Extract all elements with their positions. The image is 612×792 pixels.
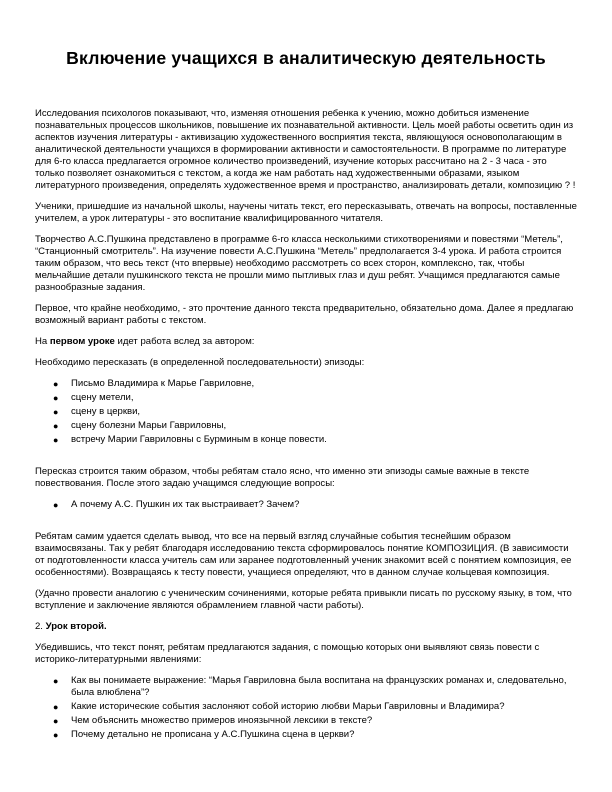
bullet-icon: ●: [53, 421, 59, 431]
list-item-text: Какие исторические события заслоняют собой историю любви Марьи Гавриловны и Владимира?: [71, 701, 505, 712]
list-item-text: сцену в церкви,: [71, 406, 141, 417]
second-lesson-number: 2.: [35, 621, 46, 632]
list-item: [53, 392, 577, 404]
list-item: [53, 406, 577, 418]
list-item-text: Почему детально не прописана у А.С.Пушкина сцена в церкви?: [71, 729, 355, 740]
paragraph-first-lesson: [35, 336, 577, 348]
paragraph-composition: Ребятам самим удается сделать вывод, что все на первый взгляд случайные события теснейшим образом взаимосвязаны. Так у ребят благодаря исследованию текста сформировалось понятие КОМПОЗИЦИЯ. (В зависимости от подготовленности класса учитель сам или заранее подготовленный ученик знакомит всей с понятием композиция, ее особенностями). Возвращаясь к тесту повести, учащиеся определяют, что в данном случае кольцевая композиция.: [35, 531, 572, 578]
list-item: [53, 715, 577, 727]
list-item: [53, 434, 577, 446]
paragraph-intro: Исследования психологов показывают, что, изменяя отношения ребенка к учению, можно добиться изменение познавательных процессов школьников, повышение их познавательной активности. Цель моей работы осветить один из аспектов изучения литературы - активизацию художественного восприятия текста, являющуюся основополагающим в аналитической деятельности учащихся в формировании активности и самостоятельности. В программе по литературе для 6-го класса предлагается огромное количество произведений, изучение которых рассчитано на 2 - 3 часа - это только позволяет ознакомиться с текстом, а когда же нам работать над художественными образами, языком литературного произведения, определять художественное время и пространство, анализировать детали, композицию ? !: [35, 108, 576, 191]
bullet-icon: ●: [53, 702, 59, 712]
second-lesson-label: Урок второй.: [45, 621, 107, 632]
document-title: Включение учащихся в аналитическую деятельность: [66, 48, 546, 68]
list-item-text: встречу Марии Гавриловны с Бурминым в конце повести.: [71, 434, 327, 445]
paragraph-second-lesson: [35, 621, 577, 633]
list-item: [53, 420, 577, 432]
paragraph-first-step: Первое, что крайне необходимо, - это прочтение данного текста предварительно, обязательно дома. Далее я предлагаю возможный вариант работы с текстом.: [35, 303, 574, 326]
bullet-icon: ●: [53, 393, 59, 403]
bullet-icon: ●: [53, 407, 59, 417]
episodes-list: [35, 378, 577, 446]
paragraph-retell: Необходимо пересказать (в определенной последовательности) эпизоды:: [35, 357, 365, 368]
list-item-text: Как вы понимаете выражение: “Марья Гавриловна была воспитана на французских романах и, следовательно, была влюблена”?: [71, 675, 567, 698]
list-item-text: сцену болезни Марьи Гавриловны,: [71, 420, 227, 431]
paragraph-analogy: (Удачно провести аналогию с ученическим сочинениями, которые ребята привыкли писать по русскому языку, в том, что вступление и заключение являются обрамлением главной части работы).: [35, 588, 572, 611]
bullet-icon: ●: [53, 676, 59, 686]
bullet-icon: ●: [53, 730, 59, 740]
questions-list: [35, 499, 577, 511]
list-item: [53, 701, 577, 713]
bullet-icon: ●: [53, 435, 59, 445]
first-lesson-label: первом уроке: [49, 336, 115, 347]
document-body: [35, 108, 577, 750]
paragraph-retell-structure: Пересказ строится таким образом, чтобы ребятам стало ясно, что именно эти эпизоды самые важные в тексте повествования. После этого задаю учащимся следующие вопросы:: [35, 466, 530, 489]
list-item-text: Чем объяснить множество примеров иноязычной лексики в тексте?: [71, 715, 373, 726]
paragraph-tasks: Убедившись, что текст понят, ребятам предлагаются задания, с помощью которых они выявляют связь повести с историко-литературными явлениями:: [35, 642, 540, 665]
list-item-text: А почему А.С. Пушкин их так выстраивает? Зачем?: [71, 499, 300, 510]
paragraph-students: Ученики, пришедшие из начальной школы, научены читать текст, его пересказывать, отвечать на вопросы, поставленные учителем, а урок литературы - это воспитание квалифицированного читателя.: [35, 201, 577, 224]
list-item-text: сцену метели,: [71, 392, 134, 403]
tasks-list: [35, 675, 577, 741]
list-item: [53, 499, 577, 511]
list-item: [53, 729, 577, 741]
bullet-icon: ●: [53, 500, 59, 510]
bullet-icon: ●: [53, 379, 59, 389]
paragraph-first-lesson-prefix: На: [35, 336, 50, 347]
paragraph-first-lesson-suffix: идет работа вслед за автором:: [114, 336, 255, 347]
paragraph-pushkin: Творчество А.С.Пушкина представлено в программе 6-го класса несколькими стихотворениями и повестями “Метель”, “Станционный смотритель”. На изучение повести А.С.Пушкина “Метель” предполагается 3-4 урока. И работа строится таким образом, что весь текст (что впервые) необходимо рассмотреть со всех сторон, комплексно, так, чтобы мельчайшие детали пушкинского текста не прошли мимо пытливых глаз и душ ребят. Учащимся предлагаются самые разнообразные задания.: [35, 234, 563, 293]
bullet-icon: ●: [53, 716, 59, 726]
list-item: [53, 378, 577, 390]
list-item: [53, 675, 577, 699]
list-item-text: Письмо Владимира к Марье Гавриловне,: [71, 378, 255, 389]
